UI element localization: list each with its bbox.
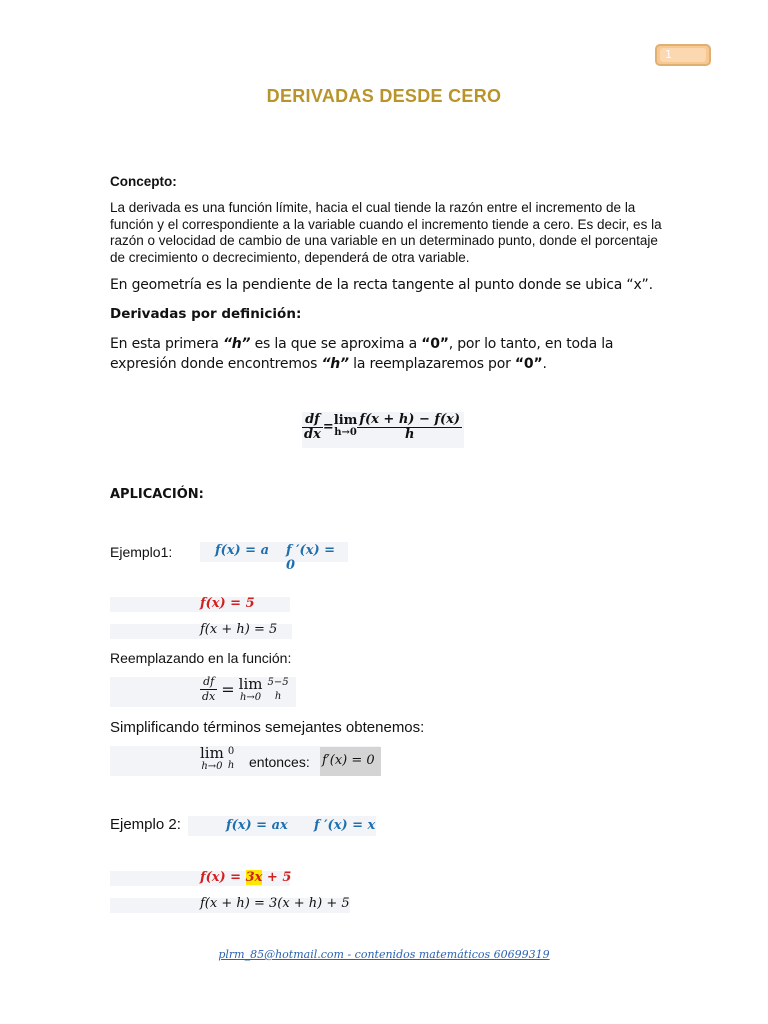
ejemplo1-lhs-den: dx [202, 690, 216, 703]
page-number: 1 [665, 48, 672, 61]
ejemplo1-rhs-num: 5−5 [267, 676, 289, 688]
reemplazando-text: Reemplazando en la función: [110, 650, 292, 666]
ejemplo1-lim: lim [238, 674, 263, 693]
aplicacion-heading: APLICACIÓN: [110, 487, 204, 502]
formula-lim-sub: h→0 [334, 427, 357, 438]
zero-value-2: “0” [514, 356, 543, 372]
ejemplo1-result: f′(x) = 0 [322, 753, 375, 768]
ejemplo1-simplified-limit [200, 745, 236, 773]
ejemplo1-fx-5: f(x) = 5 [200, 596, 255, 611]
formula-lhs-num: df [302, 413, 323, 428]
ejemplo1-function: f(x) = a [215, 543, 270, 558]
ejemplo2-fx-c: + 5 [262, 870, 292, 885]
derivative-definition-formula [302, 412, 464, 448]
simplificando-text: Simplificando términos semejantes obtenemos: [110, 719, 425, 736]
formula-lhs-den: dx [304, 427, 321, 442]
definicion-text-4: la reemplazaremos por [348, 356, 515, 372]
ejemplo1-lhs-num: df [200, 675, 217, 690]
ejemplo2-fx-a: f(x) = [200, 870, 246, 885]
ejemplo2-fx-highlight: 3x [245, 870, 263, 885]
h-variable-2: “h” [321, 356, 349, 372]
ejemplo1-lim-sub: h→0 [239, 691, 262, 703]
ejemplo1-lim2: lim [200, 744, 224, 762]
ejemplo1-frac2-den: h [227, 760, 235, 771]
h-variable-1: “h” [222, 336, 251, 352]
ejemplo1-derivative: f ′(x) = 0 [286, 543, 336, 573]
ejemplo1-lim2-sub: h→0 [201, 761, 223, 772]
ejemplo2-function: f(x) = ax [226, 818, 288, 833]
definicion-text-5: . [542, 356, 547, 372]
ejemplo1-rhs-den: h [274, 690, 282, 702]
geometry-text: En geometría es la pendiente de la recta tangente al punto donde se ubica “x”. [110, 277, 653, 293]
definicion-heading: Derivadas por definición: [110, 306, 302, 322]
ejemplo1-limit-formula [200, 675, 291, 704]
definicion-text-3: , por lo tanto, en toda la expresión donde encontremos [110, 336, 614, 372]
zero-value-1: “0” [421, 336, 449, 352]
ejemplo1-fxh-5: f(x + h) = 5 [200, 622, 278, 637]
concepto-heading: Concepto: [110, 174, 177, 189]
ejemplo1-frac2-num: 0 [227, 746, 235, 757]
formula-rhs-den: h [404, 426, 415, 442]
formula-equals: = [322, 419, 334, 435]
formula-lim: lim [333, 413, 358, 428]
footer-email-link[interactable]: plrm_85@hotmail.com - contenidos matemáticos 60699319 [218, 948, 550, 961]
concepto-paragraph: La derivada es una función límite, hacia el cual tiende la razón entre el incremento de la función y el correspondiente a la variable cuando el incremento tiende a cero. Es decir, es la razón o velocidad de cambio de una variable en un determinado punto, donde el porcentaje de crecimiento o decrecimiento, dependerá de otra variable. [110, 200, 662, 265]
ejemplo2-derivative: f ′(x) = x [314, 818, 376, 833]
ejemplo2-fx [200, 870, 291, 885]
ejemplo1-equals: = [221, 680, 235, 699]
definicion-text-2: es la que se aproxima a [250, 336, 422, 352]
ejemplo2-label: Ejemplo 2: [110, 816, 181, 833]
page-number-badge [655, 44, 711, 66]
definicion-text-1: En esta primera [110, 336, 223, 352]
entonces-text: entonces: [249, 754, 310, 770]
ejemplo1-label: Ejemplo1: [110, 544, 173, 560]
ejemplo2-fxh: f(x + h) = 3(x + h) + 5 [200, 896, 350, 911]
formula-rhs-num: f(x + h) − f(x) [359, 411, 461, 427]
definicion-paragraph [110, 334, 670, 374]
ejemplo1-formula-box [200, 542, 348, 573]
page-title: DERIVADAS DESDE CERO [266, 86, 502, 106]
ejemplo2-formula-box [188, 816, 376, 836]
